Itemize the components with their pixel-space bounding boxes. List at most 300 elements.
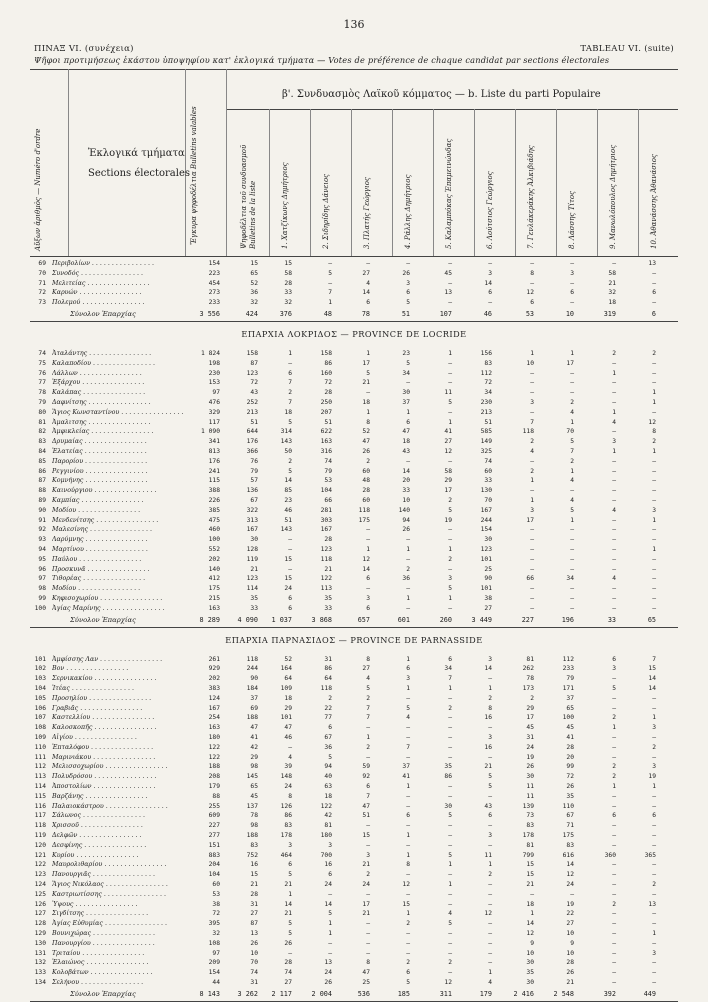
section-name: Κηφισοχωρίου . . . . . . . . . . . . . . . . — [52, 595, 163, 602]
cell-value: 145 — [246, 773, 258, 781]
cell-value: 27 — [566, 920, 574, 928]
cell-value: 20 — [402, 477, 410, 485]
table-row — [30, 535, 678, 545]
cell-value: 6 — [288, 595, 292, 602]
cell-value: 6 — [652, 289, 656, 297]
cell-value: 24 — [324, 969, 332, 977]
cell-value: 13 — [444, 289, 452, 297]
cell-value: 254 — [208, 714, 220, 722]
cell-value: 37 — [250, 694, 258, 702]
cell-value: 60 — [362, 467, 370, 475]
cell-value: 46 — [284, 506, 292, 514]
cell-value: 74 — [484, 457, 492, 465]
cell-value: 601 — [397, 615, 410, 624]
cell-value: 1 — [406, 655, 410, 663]
cell-value: — — [612, 910, 616, 918]
cell-value: 552 — [208, 546, 220, 553]
table-row — [30, 506, 678, 516]
cell-value: 156 — [480, 350, 492, 357]
cell-value: 5 — [570, 506, 574, 514]
cell-value: 1 — [448, 350, 452, 357]
table-row — [30, 574, 678, 584]
cell-value: 71 — [566, 822, 574, 830]
cell-value: 5 — [406, 979, 410, 986]
row-number: 114 — [34, 783, 46, 790]
cell-value: 1 — [448, 595, 452, 602]
cell-value: 281 — [320, 506, 332, 514]
row-number: 100 — [34, 604, 46, 612]
cell-value: — — [448, 536, 452, 544]
section-name: Βουνιχώρας . . . . . . . . . . . . . . . . — [52, 930, 156, 937]
cell-value: 22 — [324, 704, 332, 712]
section-name: Δελφῶν . . . . . . . . . . . . . . . . — [52, 832, 142, 839]
row-number: 113 — [34, 773, 46, 781]
column-divider — [597, 109, 598, 256]
cell-value: 5 — [612, 685, 616, 692]
cell-value: — — [612, 585, 616, 593]
cell-value: — — [612, 949, 616, 957]
cell-value: 6 — [288, 369, 292, 377]
cell-value: 58 — [608, 269, 616, 277]
cell-value: — — [448, 734, 452, 741]
section-name: Ἐλαιώνος . . . . . . . . . . . . . . . . — [52, 959, 149, 967]
cell-value: 28 — [566, 959, 574, 967]
cell-value: 29 — [444, 477, 452, 485]
cell-value: 94 — [402, 516, 410, 524]
cell-value: 4 — [612, 506, 616, 514]
cell-value: 73 — [526, 812, 534, 820]
cell-value: — — [288, 546, 292, 553]
cell-value: 3 — [530, 399, 534, 406]
cell-value: 34 — [566, 575, 574, 583]
cell-value: 100 — [562, 714, 574, 722]
cell-value: 51 — [250, 418, 258, 426]
row-number: 117 — [34, 812, 46, 820]
cell-value: 2 — [530, 694, 534, 702]
cell-value: 1 — [652, 389, 656, 397]
cell-value: — — [488, 939, 492, 947]
cell-value: 188 — [246, 832, 258, 839]
cell-value: 8 — [530, 269, 534, 277]
cell-value: 2 — [288, 457, 292, 465]
cell-value: 12 — [526, 289, 534, 297]
row-number: 87 — [38, 477, 46, 485]
cell-value: 51 — [284, 516, 292, 524]
cell-value: 74 — [250, 969, 258, 977]
cell-value: 5 — [448, 812, 452, 820]
cell-value: 180 — [320, 832, 332, 839]
column-divider — [515, 109, 516, 256]
cell-value: 160 — [320, 369, 332, 377]
table-row — [30, 476, 678, 486]
cell-value: 112 — [562, 655, 574, 663]
table-row — [30, 694, 678, 704]
cell-value: — — [448, 260, 452, 267]
table-row — [30, 802, 678, 812]
cell-value: 252 — [246, 399, 258, 406]
cell-value: 4 — [570, 497, 574, 504]
cell-value: — — [488, 930, 492, 937]
row-number: 89 — [38, 497, 46, 504]
cell-value: — — [612, 487, 616, 495]
cell-value: 32 — [284, 299, 292, 307]
cell-value: — — [612, 959, 616, 967]
cell-value: 5 — [406, 299, 410, 307]
cell-value: 376 — [279, 310, 292, 318]
cell-value: — — [652, 359, 656, 367]
cell-value: 1 — [652, 399, 656, 406]
cell-value: — — [488, 753, 492, 761]
cell-value: 163 — [208, 724, 220, 732]
cell-value: 128 — [246, 546, 258, 553]
section-rule — [30, 321, 678, 322]
cell-value: 47 — [362, 802, 370, 810]
cell-value: 6 — [366, 299, 370, 307]
cell-value: 52 — [250, 279, 258, 287]
cell-value: 6 — [406, 969, 410, 977]
cell-value: 53 — [324, 477, 332, 485]
cell-value: — — [406, 734, 410, 741]
cell-value: 14 — [402, 467, 410, 475]
cell-value: 303 — [320, 516, 332, 524]
cell-value: 31 — [324, 655, 332, 663]
cell-value: 45 — [250, 792, 258, 800]
cell-value: — — [652, 565, 656, 573]
cell-value: — — [488, 920, 492, 928]
cell-value: 12 — [362, 555, 370, 563]
cell-value: 11 — [484, 851, 492, 859]
cell-value: 5 — [448, 399, 452, 406]
cell-value: 67 — [250, 497, 258, 504]
cell-value: 273 — [208, 289, 220, 297]
cell-value: 536 — [357, 989, 370, 998]
cell-value: — — [652, 704, 656, 712]
row-number: 80 — [38, 408, 46, 416]
cell-value: 244 — [246, 665, 258, 673]
cell-value: 5 — [328, 910, 332, 918]
column-number-header: Αὔξων ἀριθμὸς — Numéro d'ordre — [34, 128, 42, 251]
row-number: 72 — [38, 289, 46, 297]
cell-value: 609 — [208, 812, 220, 820]
column-divider — [68, 69, 69, 256]
cell-value: 19 — [648, 773, 656, 781]
cell-value: — — [612, 604, 616, 612]
row-number: 81 — [38, 418, 46, 426]
cell-value: 8 143 — [199, 989, 220, 998]
table-row — [30, 388, 678, 398]
cell-value: 3 — [288, 841, 292, 849]
cell-value: 88 — [212, 792, 220, 800]
cell-value: 2 548 — [553, 989, 574, 998]
cell-value: 1 — [406, 685, 410, 692]
cell-value: — — [612, 389, 616, 397]
cell-value: 7 — [288, 379, 292, 387]
cell-value: 11 — [444, 389, 452, 397]
column-divider — [269, 109, 270, 256]
cell-value: 5 — [406, 704, 410, 712]
cell-value: 15 — [648, 665, 656, 673]
cell-value: 4 — [406, 714, 410, 722]
cell-value: 21 — [284, 881, 292, 888]
cell-value: 42 — [250, 743, 258, 751]
table-row — [30, 919, 678, 929]
section-name: Σιγδίτσης . . . . . . . . . . . . . . . . — [52, 910, 149, 918]
cell-value: — — [612, 595, 616, 602]
cell-value: 1 — [406, 783, 410, 790]
cell-value: 395 — [208, 920, 220, 928]
cell-value: 3 868 — [311, 615, 332, 624]
cell-value: 41 — [566, 734, 574, 741]
section-name: Καινούργιου . . . . . . . . . . . . . . . . — [52, 487, 157, 495]
cell-value: 47 — [402, 428, 410, 436]
cell-value: — — [652, 497, 656, 504]
cell-value: 44 — [212, 979, 220, 986]
cell-value: 227 — [521, 615, 534, 624]
cell-value: 171 — [562, 685, 574, 692]
cell-value: 244 — [480, 516, 492, 524]
table-row — [30, 831, 678, 841]
cell-value: 383 — [208, 685, 220, 692]
cell-value: 262 — [522, 665, 534, 673]
section-name: Ἀμφίσσης Λαν . . . . . . . . . . . . . . . . — [52, 655, 163, 663]
cell-value: — — [366, 526, 370, 534]
cell-value: — — [448, 565, 452, 573]
cell-value: 90 — [484, 575, 492, 583]
cell-value: 32 — [250, 299, 258, 307]
cell-value: 83 — [250, 841, 258, 849]
cell-value: 123 — [480, 546, 492, 553]
table-row — [30, 288, 678, 298]
cell-value: 475 — [208, 516, 220, 524]
column-section-fr: Sections électorales — [88, 168, 191, 179]
cell-value: 213 — [480, 408, 492, 416]
cell-value: 15 — [284, 575, 292, 583]
cell-value: 149 — [480, 438, 492, 446]
cell-value: 72 — [250, 379, 258, 387]
row-number: 88 — [38, 487, 46, 495]
cell-value: 1 — [530, 910, 534, 918]
cell-value: 118 — [320, 555, 332, 563]
cell-value: — — [448, 526, 452, 534]
cell-value: 118 — [522, 428, 534, 436]
cell-value: — — [652, 910, 656, 918]
table-row — [30, 851, 678, 861]
row-number: 107 — [34, 714, 46, 722]
row-number: 110 — [34, 743, 46, 751]
cell-value: 25 — [362, 979, 370, 986]
cell-value: 5 — [328, 753, 332, 761]
cell-value: 1 — [448, 546, 452, 553]
cell-value: 94 — [324, 763, 332, 771]
cell-value: 12 — [484, 910, 492, 918]
cell-value: 6 — [612, 655, 616, 663]
cell-value: — — [612, 743, 616, 751]
cell-value: 35 — [444, 763, 452, 771]
column-divider — [638, 109, 639, 256]
row-number: 95 — [38, 555, 46, 563]
section-name: Παλαιοκάστρου . . . . . . . . . . . . . . . . — [52, 802, 168, 810]
table-row — [30, 467, 678, 477]
cell-value: 464 — [280, 851, 292, 859]
cell-value: 37 — [566, 694, 574, 702]
cell-value: 1 — [448, 685, 452, 692]
cell-value: — — [328, 890, 332, 898]
cell-value: 3 — [652, 724, 656, 732]
cell-value: — — [652, 841, 656, 849]
cell-value: 17 — [526, 714, 534, 722]
table-row — [30, 516, 678, 526]
cell-value: 3 — [570, 269, 574, 277]
cell-value: 114 — [246, 585, 258, 593]
cell-value: 277 — [208, 832, 220, 839]
cell-value: 101 — [480, 555, 492, 563]
cell-value: — — [448, 753, 452, 761]
cell-value: — — [612, 871, 616, 879]
table-row — [30, 457, 678, 467]
cell-value: — — [448, 457, 452, 465]
cell-value: — — [328, 939, 332, 947]
cell-value: 97 — [212, 949, 220, 957]
cell-value: 5 — [406, 359, 410, 367]
cell-value: 122 — [208, 753, 220, 761]
cell-value: — — [488, 299, 492, 307]
cell-value: 412 — [208, 575, 220, 583]
cell-value: — — [570, 555, 574, 563]
cell-value: — — [448, 714, 452, 722]
cell-value: 11 — [526, 783, 534, 790]
cell-value: 32 — [212, 930, 220, 937]
cell-value: — — [448, 408, 452, 416]
cell-value: 26 — [566, 783, 574, 790]
cell-value: 167 — [320, 526, 332, 534]
cell-value: 4 — [570, 408, 574, 416]
cell-value: 2 — [366, 457, 370, 465]
table-row — [30, 674, 678, 684]
cell-value: 185 — [397, 989, 410, 998]
cell-value: — — [652, 920, 656, 928]
table-row — [30, 378, 678, 388]
cell-value: 28 — [324, 389, 332, 397]
cell-value: 67 — [324, 734, 332, 741]
cell-value: 8 — [288, 792, 292, 800]
cell-value: 449 — [643, 989, 656, 998]
cell-value: 365 — [644, 851, 656, 859]
cell-value: — — [612, 260, 616, 267]
cell-value: 51 — [484, 418, 492, 426]
cell-value: — — [612, 428, 616, 436]
cell-value: 3 — [406, 675, 410, 683]
cell-value: — — [652, 861, 656, 869]
cell-value: — — [652, 536, 656, 544]
cell-value: 2 — [652, 743, 656, 751]
cell-value: 12 — [648, 418, 656, 426]
cell-value: 86 — [324, 665, 332, 673]
cell-value: — — [612, 526, 616, 534]
cell-value: 40 — [324, 773, 332, 781]
cell-value: 3 — [652, 763, 656, 771]
cell-value: — — [652, 822, 656, 830]
cell-value: — — [366, 389, 370, 397]
cell-value: — — [612, 565, 616, 573]
cell-value: — — [448, 969, 452, 977]
cell-value: 158 — [320, 350, 332, 357]
cell-value: 28 — [566, 743, 574, 751]
cell-value: 63 — [324, 783, 332, 790]
cell-value: 123 — [320, 546, 332, 553]
cell-value: 233 — [208, 299, 220, 307]
cell-value: 1 — [328, 920, 332, 928]
cell-value: 21 — [526, 881, 534, 888]
cell-value: 180 — [208, 734, 220, 741]
cell-value: 108 — [208, 939, 220, 947]
row-number: 79 — [38, 399, 46, 406]
cell-value: — — [570, 595, 574, 602]
cell-value: 17 — [444, 487, 452, 495]
cell-value: 48 — [362, 477, 370, 485]
cell-value: 196 — [561, 615, 574, 624]
cell-value: 17 — [526, 516, 534, 524]
cell-value: — — [652, 959, 656, 967]
table-row — [30, 939, 678, 949]
cell-value: 799 — [522, 851, 534, 859]
cell-value: — — [530, 604, 534, 612]
row-number: 128 — [34, 920, 46, 928]
table-row — [30, 447, 678, 457]
total-label: Σύνολον Ἐπαρχίας — [70, 615, 136, 624]
cell-value: 22 — [566, 910, 574, 918]
cell-value: — — [652, 575, 656, 583]
section-name: Ἅγιος Κωνσταντίνου . . . . . . . . . . . . . . . . — [52, 408, 184, 416]
cell-value: 70 — [566, 428, 574, 436]
table-row — [30, 792, 678, 802]
cell-value: — — [488, 881, 492, 888]
section-name: Προσηλίου . . . . . . . . . . . . . . . . — [52, 694, 152, 702]
cell-value: — — [488, 260, 492, 267]
row-number: 123 — [34, 871, 46, 879]
cell-value: 126 — [280, 802, 292, 810]
cell-value: 644 — [246, 428, 258, 436]
table-row — [30, 743, 678, 753]
cell-value: 10 — [526, 949, 534, 957]
cell-value: 23 — [402, 350, 410, 357]
cell-value: 14 — [648, 675, 656, 683]
cell-value: — — [448, 822, 452, 830]
cell-value: — — [448, 604, 452, 612]
cell-value: — — [406, 949, 410, 957]
row-number: 84 — [38, 448, 46, 455]
cell-value: 5 — [288, 418, 292, 426]
section-name: Τριταίου . . . . . . . . . . . . . . . . — [52, 949, 145, 957]
cell-value: 83 — [526, 822, 534, 830]
cell-value: 65 — [250, 269, 258, 277]
cell-value: 167 — [480, 506, 492, 514]
party-title-rule — [226, 109, 678, 110]
cell-value: 43 — [484, 802, 492, 810]
table-row — [30, 811, 678, 821]
row-number: 112 — [34, 763, 46, 771]
cell-value: 1 — [406, 408, 410, 416]
table-row — [30, 684, 678, 694]
row-number: 76 — [38, 369, 46, 377]
section-name: Ἅγιος Νικόλαος . . . . . . . . . . . . . . . . — [52, 881, 168, 888]
cell-value: 30 — [250, 536, 258, 544]
cell-value: — — [488, 949, 492, 957]
cell-value: 163 — [320, 438, 332, 446]
cell-value: — — [488, 724, 492, 732]
cell-value: 3 — [652, 949, 656, 957]
cell-value: 27 — [284, 979, 292, 986]
cell-value: 5 — [288, 920, 292, 928]
